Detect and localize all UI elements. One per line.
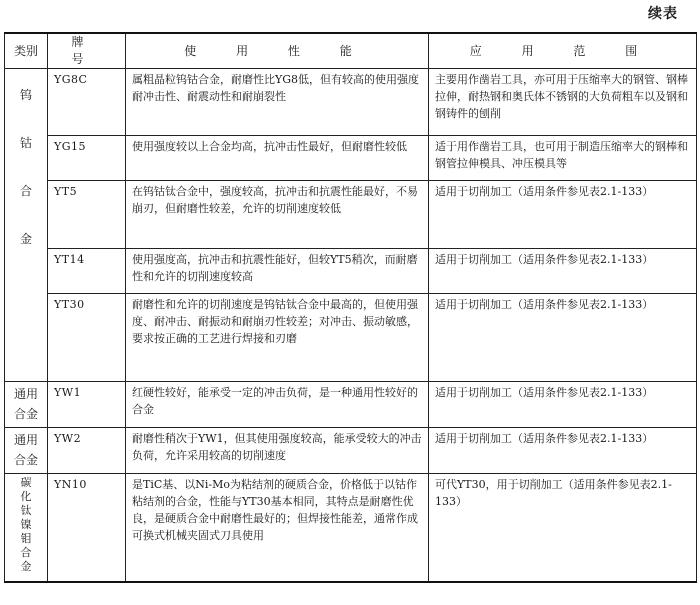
header-category: 类别 bbox=[5, 33, 48, 69]
category-char: 金 bbox=[19, 232, 32, 246]
grade-cell: YT30 bbox=[48, 294, 126, 382]
alloy-spec-table bbox=[4, 32, 697, 583]
header-application: 应 用 范 围 bbox=[429, 33, 697, 69]
category-line: 合金 bbox=[13, 453, 38, 467]
grade-cell: YG15 bbox=[48, 136, 126, 181]
category-char: 钨 bbox=[19, 88, 32, 102]
grade-cell: YT14 bbox=[48, 249, 126, 294]
grade-cell: YW1 bbox=[48, 382, 126, 428]
category-cell-titanium-carbide bbox=[5, 474, 48, 582]
grade-cell: YW2 bbox=[48, 428, 126, 474]
table-continued-caption: 续表 bbox=[648, 6, 678, 22]
category-char: 合 bbox=[19, 184, 32, 198]
category-char: 钴 bbox=[19, 136, 32, 150]
table-row bbox=[5, 382, 697, 428]
performance-cell: 在钨钴钛合金中，强度较高，抗冲击和抗震性能最好，不易崩刃，但耐磨性较差，允许的切削速度较低 bbox=[126, 181, 429, 249]
header-performance: 使 用 性 能 bbox=[126, 33, 429, 69]
category-char: 碳 bbox=[20, 476, 32, 489]
table-header-row bbox=[5, 33, 697, 69]
application-cell: 适用于切削加工（适用条件参见表2.1-133） bbox=[429, 249, 697, 294]
table-row bbox=[5, 249, 697, 294]
application-cell: 适用于切削加工（适用条件参见表2.1-133） bbox=[429, 181, 697, 249]
grade-cell: YG8C bbox=[48, 69, 126, 136]
application-cell: 主要用作凿岩工具，亦可用于压缩率大的钢管、钢棒拉伸，耐热钢和奥氏体不锈钢的大负荷粗车以及钢和钢铸件的刨削 bbox=[429, 69, 697, 136]
application-cell: 适用于切削加工（适用条件参见表2.1-133） bbox=[429, 428, 697, 474]
table-row bbox=[5, 181, 697, 249]
application-cell: 可代YT30，用于切削加工（适用条件参见表2.1-133） bbox=[429, 474, 697, 582]
table-row bbox=[5, 69, 697, 136]
performance-cell: 是TiC基、以Ni-Mo为粘结剂的硬质合金，价格低于以钴作粘结剂的合金，性能与YT30基本相同，其特点是耐磨性优良，是硬质合金中耐磨性最好的；但焊接性能差，通常作成可换式机械夹固式刀具使用 bbox=[126, 474, 429, 582]
performance-cell: 使用强度高，抗冲击和抗震性能好，但较YT5稍次，而耐磨性和允许的切削速度较高 bbox=[126, 249, 429, 294]
category-cell-tungsten-cobalt bbox=[5, 69, 48, 382]
category-char: 化 bbox=[20, 490, 32, 503]
category-line: 通用 bbox=[13, 387, 38, 401]
category-cell-general-alloy bbox=[5, 382, 48, 428]
category-char: 钛 bbox=[20, 504, 32, 517]
performance-cell: 属粗晶粒钨钴合金，耐磨性比YG8低，但有较高的使用强度 耐冲击性、耐震动性和耐崩裂性 bbox=[126, 69, 429, 136]
performance-cell: 耐磨性和允许的切削速度是钨钴钛合金中最高的，但使用强度、耐冲击、耐振动和耐崩刃性较差；对冲击、振动敏感，要求按正确的工艺进行焊接和刃磨 bbox=[126, 294, 429, 382]
table-row bbox=[5, 136, 697, 181]
grade-cell: YN10 bbox=[48, 474, 126, 582]
header-grade: 牌 号 bbox=[48, 33, 126, 69]
performance-cell: 耐磨性稍次于YW1，但其使用强度较高，能承受较大的冲击负荷，允许采用较高的切削速度 bbox=[126, 428, 429, 474]
category-cell-general-alloy bbox=[5, 428, 48, 474]
grade-cell: YT5 bbox=[48, 181, 126, 249]
application-cell: 适用于切削加工（适用条件参见表2.1-133） bbox=[429, 382, 697, 428]
category-char: 钼 bbox=[20, 532, 32, 545]
performance-cell: 红硬性较好，能承受一定的冲击负荷，是一种通用性较好的合金 bbox=[126, 382, 429, 428]
table-row bbox=[5, 428, 697, 474]
application-cell: 适于用作凿岩工具，也可用于制造压缩率大的钢棒和钢管拉伸模具、冲压模具等 bbox=[429, 136, 697, 181]
table-row bbox=[5, 474, 697, 582]
table-row bbox=[5, 294, 697, 382]
performance-cell: 使用强度较以上合金均高，抗冲击性最好，但耐磨性较低 bbox=[126, 136, 429, 181]
category-char: 合 bbox=[20, 546, 32, 559]
category-char: 镍 bbox=[20, 518, 32, 531]
category-line: 通用 bbox=[13, 433, 38, 447]
category-line: 合金 bbox=[13, 407, 38, 421]
category-char: 金 bbox=[20, 560, 32, 573]
application-cell: 适用于切削加工（适用条件参见表2.1-133） bbox=[429, 294, 697, 382]
